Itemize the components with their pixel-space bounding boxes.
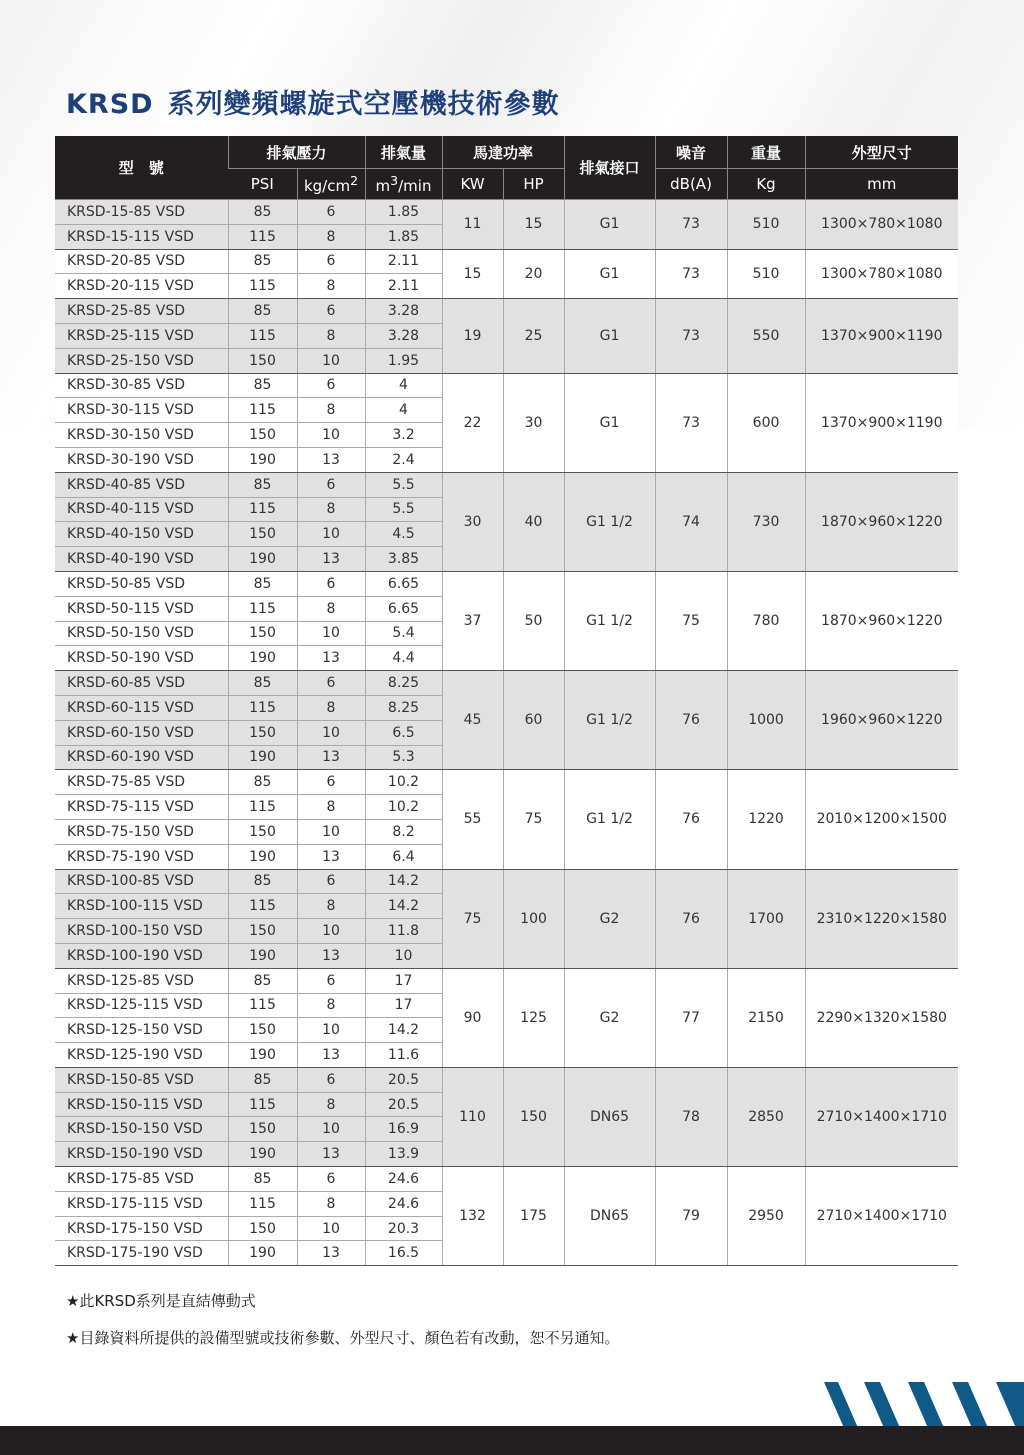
cell-weight: 1000 — [727, 671, 805, 770]
cell-port: G1 1/2 — [564, 571, 655, 670]
cell-model: KRSD-30-115 VSD — [55, 398, 228, 423]
cell-port: DN65 — [564, 1067, 655, 1166]
cell-flow: 13.9 — [365, 1142, 442, 1167]
table-row — [55, 472, 958, 497]
cell-port: G1 1/2 — [564, 770, 655, 869]
header-m3-sup: 3 — [390, 173, 399, 188]
cell-hp: 60 — [503, 671, 564, 770]
cell-psi: 115 — [228, 993, 297, 1018]
cell-port: G1 — [564, 373, 655, 472]
table-row — [55, 770, 958, 795]
cell-flow: 14.2 — [365, 894, 442, 919]
stripe-1 — [824, 1382, 858, 1428]
cell-flow: 10 — [365, 943, 442, 968]
cell-model: KRSD-125-150 VSD — [55, 1018, 228, 1043]
cell-flow: 2.4 — [365, 447, 442, 472]
cell-psi: 85 — [228, 968, 297, 993]
cell-flow: 5.5 — [365, 472, 442, 497]
cell-flow: 3.2 — [365, 423, 442, 448]
cell-dimension: 2290×1320×1580 — [805, 968, 958, 1067]
cell-port: G2 — [564, 869, 655, 968]
cell-flow: 5.4 — [365, 621, 442, 646]
cell-kgcm: 8 — [297, 596, 365, 621]
cell-flow: 11.6 — [365, 1043, 442, 1068]
page-title — [66, 82, 560, 121]
cell-hp: 25 — [503, 299, 564, 373]
cell-kw: 11 — [442, 200, 503, 250]
cell-model: KRSD-40-150 VSD — [55, 522, 228, 547]
cell-kgcm: 10 — [297, 348, 365, 373]
cell-flow: 10.2 — [365, 770, 442, 795]
header-m3 — [365, 169, 442, 200]
cell-dimension: 1300×780×1080 — [805, 249, 958, 299]
cell-port: G1 — [564, 200, 655, 250]
cell-model: KRSD-50-115 VSD — [55, 596, 228, 621]
cell-model: KRSD-30-190 VSD — [55, 447, 228, 472]
cell-kgcm: 8 — [297, 274, 365, 299]
cell-model: KRSD-60-115 VSD — [55, 695, 228, 720]
spec-table-header — [55, 136, 958, 200]
cell-psi: 150 — [228, 1117, 297, 1142]
cell-psi: 85 — [228, 299, 297, 324]
cell-kgcm: 13 — [297, 447, 365, 472]
cell-kgcm: 6 — [297, 968, 365, 993]
cell-weight: 2850 — [727, 1067, 805, 1166]
cell-psi: 190 — [228, 547, 297, 572]
cell-kw: 15 — [442, 249, 503, 299]
cell-weight: 730 — [727, 472, 805, 571]
cell-flow: 4.5 — [365, 522, 442, 547]
cell-flow: 10.2 — [365, 795, 442, 820]
cell-dimension: 1300×780×1080 — [805, 200, 958, 250]
table-row — [55, 869, 958, 894]
header-dimension: 外型尺寸 — [805, 136, 958, 169]
cell-psi: 115 — [228, 695, 297, 720]
cell-psi: 115 — [228, 1092, 297, 1117]
cell-psi: 85 — [228, 770, 297, 795]
table-row — [55, 968, 958, 993]
table-row — [55, 671, 958, 696]
cell-model: KRSD-25-85 VSD — [55, 299, 228, 324]
cell-model: KRSD-50-85 VSD — [55, 571, 228, 596]
cell-model: KRSD-150-190 VSD — [55, 1142, 228, 1167]
cell-kgcm: 6 — [297, 770, 365, 795]
cell-kgcm: 6 — [297, 373, 365, 398]
cell-model: KRSD-150-115 VSD — [55, 1092, 228, 1117]
cell-kgcm: 13 — [297, 745, 365, 770]
cell-model: KRSD-30-150 VSD — [55, 423, 228, 448]
cell-weight: 2950 — [727, 1167, 805, 1266]
cell-psi: 85 — [228, 671, 297, 696]
header-model: 型 號 — [55, 136, 228, 200]
cell-flow: 5.5 — [365, 497, 442, 522]
notes — [66, 1290, 619, 1364]
header-power: 馬達功率 — [442, 136, 564, 169]
cell-weight: 510 — [727, 249, 805, 299]
cell-kgcm: 10 — [297, 819, 365, 844]
cell-model: KRSD-100-150 VSD — [55, 919, 228, 944]
cell-model: KRSD-75-115 VSD — [55, 795, 228, 820]
cell-hp: 15 — [503, 200, 564, 250]
cell-hp: 175 — [503, 1167, 564, 1266]
header-kgcm-text: kg/cm — [303, 177, 351, 195]
cell-psi: 150 — [228, 819, 297, 844]
cell-model: KRSD-60-190 VSD — [55, 745, 228, 770]
cell-psi: 190 — [228, 646, 297, 671]
cell-psi: 85 — [228, 472, 297, 497]
cell-model: KRSD-150-85 VSD — [55, 1067, 228, 1092]
cell-flow: 1.85 — [365, 224, 442, 249]
cell-model: KRSD-50-150 VSD — [55, 621, 228, 646]
cell-psi: 115 — [228, 1191, 297, 1216]
cell-flow: 1.85 — [365, 200, 442, 225]
cell-noise: 79 — [655, 1167, 727, 1266]
cell-model: KRSD-60-85 VSD — [55, 671, 228, 696]
cell-flow: 24.6 — [365, 1167, 442, 1192]
cell-model: KRSD-175-115 VSD — [55, 1191, 228, 1216]
cell-noise: 78 — [655, 1067, 727, 1166]
cell-kgcm: 10 — [297, 919, 365, 944]
header-pressure: 排氣壓力 — [228, 136, 365, 169]
cell-kgcm: 10 — [297, 1117, 365, 1142]
cell-kgcm: 8 — [297, 323, 365, 348]
cell-model: KRSD-100-115 VSD — [55, 894, 228, 919]
cell-kgcm: 6 — [297, 1167, 365, 1192]
cell-model: KRSD-100-190 VSD — [55, 943, 228, 968]
cell-psi: 115 — [228, 274, 297, 299]
table-row — [55, 249, 958, 274]
cell-dimension: 2010×1200×1500 — [805, 770, 958, 869]
cell-dimension: 1370×900×1190 — [805, 299, 958, 373]
cell-weight: 1700 — [727, 869, 805, 968]
cell-flow: 4.4 — [365, 646, 442, 671]
cell-kgcm: 10 — [297, 522, 365, 547]
cell-kgcm: 6 — [297, 671, 365, 696]
cell-noise: 74 — [655, 472, 727, 571]
cell-kw: 75 — [442, 869, 503, 968]
cell-kgcm: 10 — [297, 720, 365, 745]
cell-psi: 85 — [228, 200, 297, 225]
cell-port: G1 — [564, 249, 655, 299]
cell-noise: 76 — [655, 869, 727, 968]
cell-model: KRSD-30-85 VSD — [55, 373, 228, 398]
cell-hp: 50 — [503, 571, 564, 670]
header-noise: 噪音 — [655, 136, 727, 169]
cell-model: KRSD-175-150 VSD — [55, 1216, 228, 1241]
cell-kgcm: 6 — [297, 472, 365, 497]
cell-psi: 150 — [228, 348, 297, 373]
cell-model: KRSD-40-85 VSD — [55, 472, 228, 497]
cell-weight: 510 — [727, 200, 805, 250]
cell-model: KRSD-40-190 VSD — [55, 547, 228, 572]
cell-hp: 75 — [503, 770, 564, 869]
cell-kw: 37 — [442, 571, 503, 670]
cell-psi: 115 — [228, 894, 297, 919]
header-db: dB(A) — [655, 169, 727, 200]
cell-model: KRSD-20-85 VSD — [55, 249, 228, 274]
header-kgcm-sup: 2 — [350, 173, 359, 188]
cell-model: KRSD-175-85 VSD — [55, 1167, 228, 1192]
title-text: 系列變頻螺旋式空壓機技術參數 — [167, 89, 560, 120]
cell-kgcm: 13 — [297, 1241, 365, 1266]
cell-kgcm: 8 — [297, 993, 365, 1018]
cell-kgcm: 13 — [297, 547, 365, 572]
cell-noise: 73 — [655, 299, 727, 373]
cell-kgcm: 8 — [297, 497, 365, 522]
stripe-3 — [908, 1382, 944, 1428]
cell-kgcm: 13 — [297, 1043, 365, 1068]
cell-flow: 8.2 — [365, 819, 442, 844]
cell-flow: 3.28 — [365, 299, 442, 324]
cell-flow: 17 — [365, 993, 442, 1018]
cell-kw: 90 — [442, 968, 503, 1067]
cell-psi: 190 — [228, 447, 297, 472]
cell-kgcm: 8 — [297, 1191, 365, 1216]
cell-noise: 73 — [655, 200, 727, 250]
cell-kw: 19 — [442, 299, 503, 373]
stripe-4 — [952, 1382, 988, 1428]
cell-model: KRSD-20-115 VSD — [55, 274, 228, 299]
cell-model: KRSD-100-85 VSD — [55, 869, 228, 894]
cell-flow: 3.28 — [365, 323, 442, 348]
cell-kgcm: 10 — [297, 621, 365, 646]
cell-flow: 14.2 — [365, 869, 442, 894]
header-hp: HP — [503, 169, 564, 200]
cell-flow: 2.11 — [365, 274, 442, 299]
cell-dimension: 2710×1400×1710 — [805, 1167, 958, 1266]
cell-kgcm: 6 — [297, 249, 365, 274]
cell-port: G1 1/2 — [564, 671, 655, 770]
cell-kgcm: 8 — [297, 894, 365, 919]
cell-flow: 14.2 — [365, 1018, 442, 1043]
cell-psi: 85 — [228, 249, 297, 274]
cell-kgcm: 8 — [297, 795, 365, 820]
cell-model: KRSD-150-150 VSD — [55, 1117, 228, 1142]
stripe-5 — [996, 1382, 1024, 1428]
cell-model: KRSD-25-115 VSD — [55, 323, 228, 348]
cell-flow: 11.8 — [365, 919, 442, 944]
cell-model: KRSD-25-150 VSD — [55, 348, 228, 373]
table-row — [55, 200, 958, 225]
cell-hp: 20 — [503, 249, 564, 299]
cell-psi: 190 — [228, 844, 297, 869]
cell-flow: 6.5 — [365, 720, 442, 745]
cell-psi: 115 — [228, 398, 297, 423]
cell-kw: 45 — [442, 671, 503, 770]
header-port: 排氣接口 — [564, 136, 655, 200]
cell-hp: 125 — [503, 968, 564, 1067]
header-psi: PSI — [228, 169, 297, 200]
cell-kgcm: 8 — [297, 224, 365, 249]
cell-weight: 2150 — [727, 968, 805, 1067]
cell-port: G1 — [564, 299, 655, 373]
cell-flow: 5.3 — [365, 745, 442, 770]
cell-flow: 6.65 — [365, 571, 442, 596]
cell-flow: 8.25 — [365, 671, 442, 696]
cell-kw: 110 — [442, 1067, 503, 1166]
cell-flow: 24.6 — [365, 1191, 442, 1216]
cell-flow: 4 — [365, 398, 442, 423]
header-kw: KW — [442, 169, 503, 200]
spec-table-body — [55, 200, 958, 1266]
cell-kgcm: 8 — [297, 1092, 365, 1117]
cell-flow: 2.11 — [365, 249, 442, 274]
cell-psi: 150 — [228, 621, 297, 646]
cell-flow: 3.85 — [365, 547, 442, 572]
cell-weight: 550 — [727, 299, 805, 373]
cell-psi: 85 — [228, 1067, 297, 1092]
cell-flow: 6.4 — [365, 844, 442, 869]
table-row — [55, 299, 958, 324]
cell-model: KRSD-125-115 VSD — [55, 993, 228, 1018]
cell-weight: 1220 — [727, 770, 805, 869]
cell-hp: 150 — [503, 1067, 564, 1166]
title-model: KRSD — [66, 89, 154, 120]
table-row — [55, 373, 958, 398]
cell-dimension: 1870×960×1220 — [805, 472, 958, 571]
cell-kgcm: 6 — [297, 299, 365, 324]
cell-psi: 150 — [228, 1216, 297, 1241]
cell-noise: 75 — [655, 571, 727, 670]
cell-noise: 76 — [655, 671, 727, 770]
cell-psi: 115 — [228, 497, 297, 522]
stripe-2 — [864, 1382, 900, 1428]
cell-dimension: 1870×960×1220 — [805, 571, 958, 670]
table-row — [55, 1167, 958, 1192]
cell-flow: 20.3 — [365, 1216, 442, 1241]
cell-kgcm: 10 — [297, 1018, 365, 1043]
cell-model: KRSD-125-190 VSD — [55, 1043, 228, 1068]
cell-weight: 600 — [727, 373, 805, 472]
cell-model: KRSD-75-190 VSD — [55, 844, 228, 869]
cell-dimension: 1960×960×1220 — [805, 671, 958, 770]
footer-bar — [0, 1426, 1024, 1455]
cell-noise: 73 — [655, 249, 727, 299]
cell-psi: 190 — [228, 1241, 297, 1266]
note-direct-drive: ★此KRSD系列是直結傳動式 — [66, 1292, 256, 1310]
note-disclaimer: ★目錄資料所提供的設備型號或技術參數、外型尺寸、顏色若有改動，恕不另通知。 — [66, 1329, 620, 1347]
cell-psi: 190 — [228, 1043, 297, 1068]
cell-model: KRSD-125-85 VSD — [55, 968, 228, 993]
cell-flow: 16.5 — [365, 1241, 442, 1266]
decorative-stripes — [824, 1382, 1024, 1428]
cell-psi: 190 — [228, 1142, 297, 1167]
spec-table — [55, 136, 958, 1266]
cell-flow: 4 — [365, 373, 442, 398]
cell-hp: 30 — [503, 373, 564, 472]
cell-psi: 190 — [228, 745, 297, 770]
cell-kw: 55 — [442, 770, 503, 869]
cell-kgcm: 13 — [297, 844, 365, 869]
cell-dimension: 2310×1220×1580 — [805, 869, 958, 968]
cell-kw: 132 — [442, 1167, 503, 1266]
header-m3-suffix: /min — [398, 177, 432, 195]
cell-psi: 150 — [228, 423, 297, 448]
cell-kw: 30 — [442, 472, 503, 571]
cell-noise: 73 — [655, 373, 727, 472]
cell-port: G2 — [564, 968, 655, 1067]
cell-psi: 190 — [228, 943, 297, 968]
table-row — [55, 1067, 958, 1092]
cell-kw: 22 — [442, 373, 503, 472]
cell-hp: 40 — [503, 472, 564, 571]
cell-kgcm: 6 — [297, 1067, 365, 1092]
cell-model: KRSD-15-115 VSD — [55, 224, 228, 249]
cell-psi: 115 — [228, 596, 297, 621]
cell-kgcm: 6 — [297, 200, 365, 225]
table-row — [55, 571, 958, 596]
cell-kgcm: 10 — [297, 423, 365, 448]
cell-flow: 8.25 — [365, 695, 442, 720]
cell-flow: 16.9 — [365, 1117, 442, 1142]
cell-kgcm: 10 — [297, 1216, 365, 1241]
cell-flow: 20.5 — [365, 1092, 442, 1117]
cell-psi: 85 — [228, 373, 297, 398]
cell-psi: 150 — [228, 522, 297, 547]
header-kgcm — [297, 169, 365, 200]
cell-psi: 85 — [228, 869, 297, 894]
cell-kgcm: 13 — [297, 1142, 365, 1167]
cell-psi: 150 — [228, 720, 297, 745]
header-m3-text: m — [375, 177, 391, 195]
cell-hp: 100 — [503, 869, 564, 968]
cell-dimension: 1370×900×1190 — [805, 373, 958, 472]
cell-noise: 77 — [655, 968, 727, 1067]
cell-noise: 76 — [655, 770, 727, 869]
cell-psi: 150 — [228, 1018, 297, 1043]
cell-psi: 85 — [228, 571, 297, 596]
cell-port: DN65 — [564, 1167, 655, 1266]
cell-model: KRSD-40-115 VSD — [55, 497, 228, 522]
cell-psi: 115 — [228, 224, 297, 249]
cell-kgcm: 13 — [297, 646, 365, 671]
cell-model: KRSD-60-150 VSD — [55, 720, 228, 745]
cell-psi: 115 — [228, 323, 297, 348]
cell-kgcm: 8 — [297, 695, 365, 720]
cell-model: KRSD-50-190 VSD — [55, 646, 228, 671]
cell-kgcm: 6 — [297, 869, 365, 894]
cell-model: KRSD-175-190 VSD — [55, 1241, 228, 1266]
cell-flow: 20.5 — [365, 1067, 442, 1092]
cell-port: G1 1/2 — [564, 472, 655, 571]
header-kg: Kg — [727, 169, 805, 200]
header-weight: 重量 — [727, 136, 805, 169]
cell-dimension: 2710×1400×1710 — [805, 1067, 958, 1166]
header-mm: mm — [805, 169, 958, 200]
cell-flow: 1.95 — [365, 348, 442, 373]
cell-psi: 115 — [228, 795, 297, 820]
cell-kgcm: 8 — [297, 398, 365, 423]
cell-kgcm: 13 — [297, 943, 365, 968]
cell-kgcm: 6 — [297, 571, 365, 596]
header-flow: 排氣量 — [365, 136, 442, 169]
cell-weight: 780 — [727, 571, 805, 670]
cell-model: KRSD-75-85 VSD — [55, 770, 228, 795]
cell-psi: 150 — [228, 919, 297, 944]
cell-psi: 85 — [228, 1167, 297, 1192]
cell-flow: 6.65 — [365, 596, 442, 621]
cell-model: KRSD-75-150 VSD — [55, 819, 228, 844]
cell-model: KRSD-15-85 VSD — [55, 200, 228, 225]
cell-flow: 17 — [365, 968, 442, 993]
